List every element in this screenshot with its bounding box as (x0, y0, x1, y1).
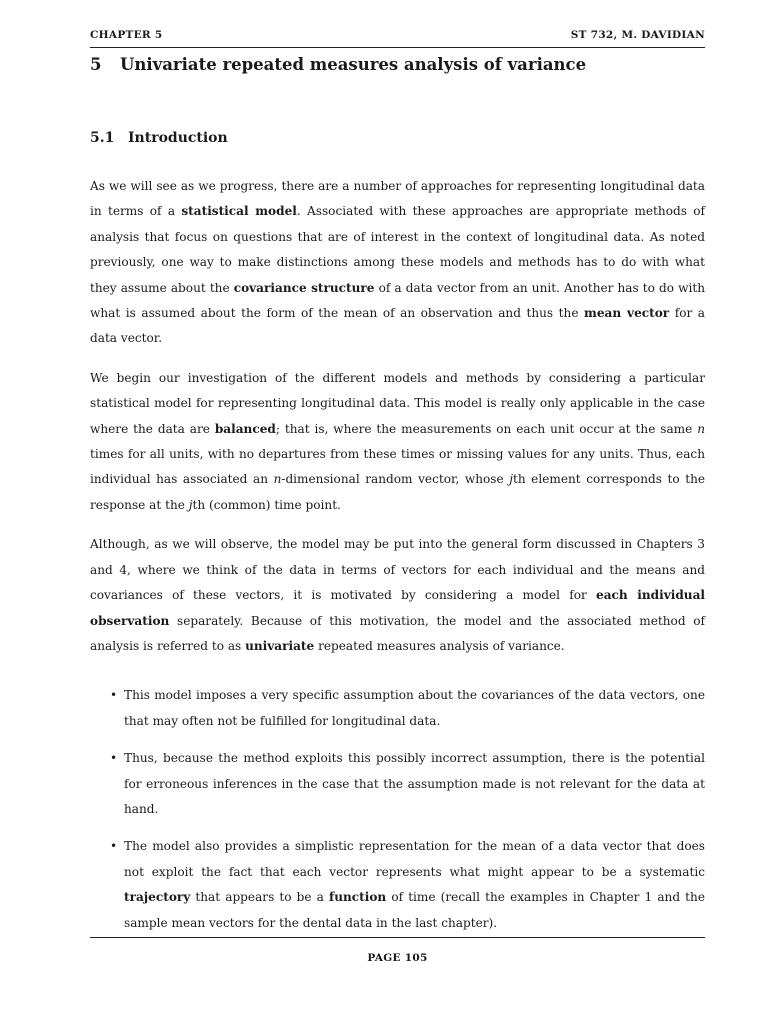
math-symbol: n (697, 421, 705, 436)
text-run: repeated measures analysis of variance. (314, 638, 565, 653)
bold-term: mean vector (584, 306, 670, 321)
text-run: th (common) time point. (192, 497, 341, 512)
document-page (90, 0, 705, 1024)
text-run: times for all units, with no departures from these times or missing values for any units. Thus, each individual has associated an (90, 447, 705, 487)
text-run: separately. Because of this motivation, the model and the associated method of analysis is referred to as (90, 613, 705, 653)
chapter-title (90, 55, 586, 74)
section-number: 5.1 (90, 130, 115, 146)
chapter-title-text: Univariate repeated measures analysis of variance (120, 55, 587, 74)
bullet-list (90, 683, 705, 936)
paragraph (90, 366, 705, 518)
text-run: Although, as we will observe, the model may be put into the general form discussed in Chapters 3 and 4, where we think of the data in terms of vectors for each individual and the means and covariances of these vectors, it is motivated by considering a model for (90, 537, 705, 603)
text-run: We begin our investigation of the different models and methods by considering a particular statistical model for representing longitudinal data. This model is really only applicable in the case where the data are (90, 370, 705, 436)
header-course-author: ST 732, M. DAVIDIAN (570, 29, 705, 41)
bold-term: univariate (245, 638, 315, 653)
bold-term: function (329, 890, 387, 905)
text-run: ; that is, where the measurements on each unit occur at the same (275, 421, 698, 436)
text-run: th element corresponds to the response at the (90, 472, 706, 512)
bold-term: each individual observation (90, 588, 706, 628)
header-rule (90, 47, 705, 48)
footer-rule (90, 937, 705, 938)
math-symbol: j (188, 497, 193, 512)
running-header (90, 29, 705, 41)
bullet-text (124, 839, 705, 929)
text-run: for a data vector. (90, 306, 706, 346)
bold-term: statistical model (181, 204, 297, 219)
text-run: -dimensional random vector, whose (281, 472, 510, 487)
bullet-icon: • (110, 839, 118, 854)
body-text (90, 174, 705, 936)
text-run: of time (recall the examples in Chapter 1 and the sample mean vectors for the dental data in the last chapter). (124, 890, 705, 930)
text-run: of a data vector from an unit. Another has to do with what is assumed about the form of the mean of an observation and thus the (90, 280, 706, 321)
section-title-text: Introduction (128, 130, 228, 146)
text-run: The model also provides a simplistic representation for the mean of a data vector that does not exploit the fact that each vector represents what might appear to be a systematic (124, 839, 705, 879)
text-run: . Associated with these approaches are appropriate methods of analysis that focus on questions that are of interest in the context of longitudinal data. As noted previously, one way to make distinctions among these models and methods has to do with what they assume about the (90, 204, 706, 295)
text-run: that appears to be a (190, 890, 329, 905)
bold-term: covariance structure (233, 280, 375, 295)
bullet-text (124, 688, 705, 727)
bullet-icon: • (110, 751, 118, 766)
math-symbol: j (509, 472, 513, 487)
math-symbol: n (273, 472, 282, 487)
page-number: PAGE 105 (367, 952, 428, 964)
chapter-number: 5 (90, 55, 102, 74)
header-chapter: CHAPTER 5 (90, 29, 163, 41)
paragraph (90, 532, 705, 659)
bullet-text (124, 751, 705, 816)
text-run: As we will see as we progress, there are a number of approaches for representing longitudinal data in terms of a (90, 179, 705, 219)
text-run: Thus, because the method exploits this possibly incorrect assumption, there is the potential for erroneous inferences in the case that the assumption made is not relevant for the data at hand. (124, 751, 705, 816)
bullet-item (90, 746, 705, 822)
bullet-icon: • (110, 688, 118, 703)
bullet-item (90, 683, 705, 734)
bold-term: trajectory (124, 890, 191, 905)
bullet-item (90, 834, 705, 936)
bold-term: balanced (214, 421, 276, 436)
text-run: This model imposes a very specific assumption about the covariances of the data vectors, one that may often not be fulfilled for longitudinal data. (124, 688, 705, 728)
paragraph (90, 174, 705, 352)
section-title (90, 130, 228, 146)
